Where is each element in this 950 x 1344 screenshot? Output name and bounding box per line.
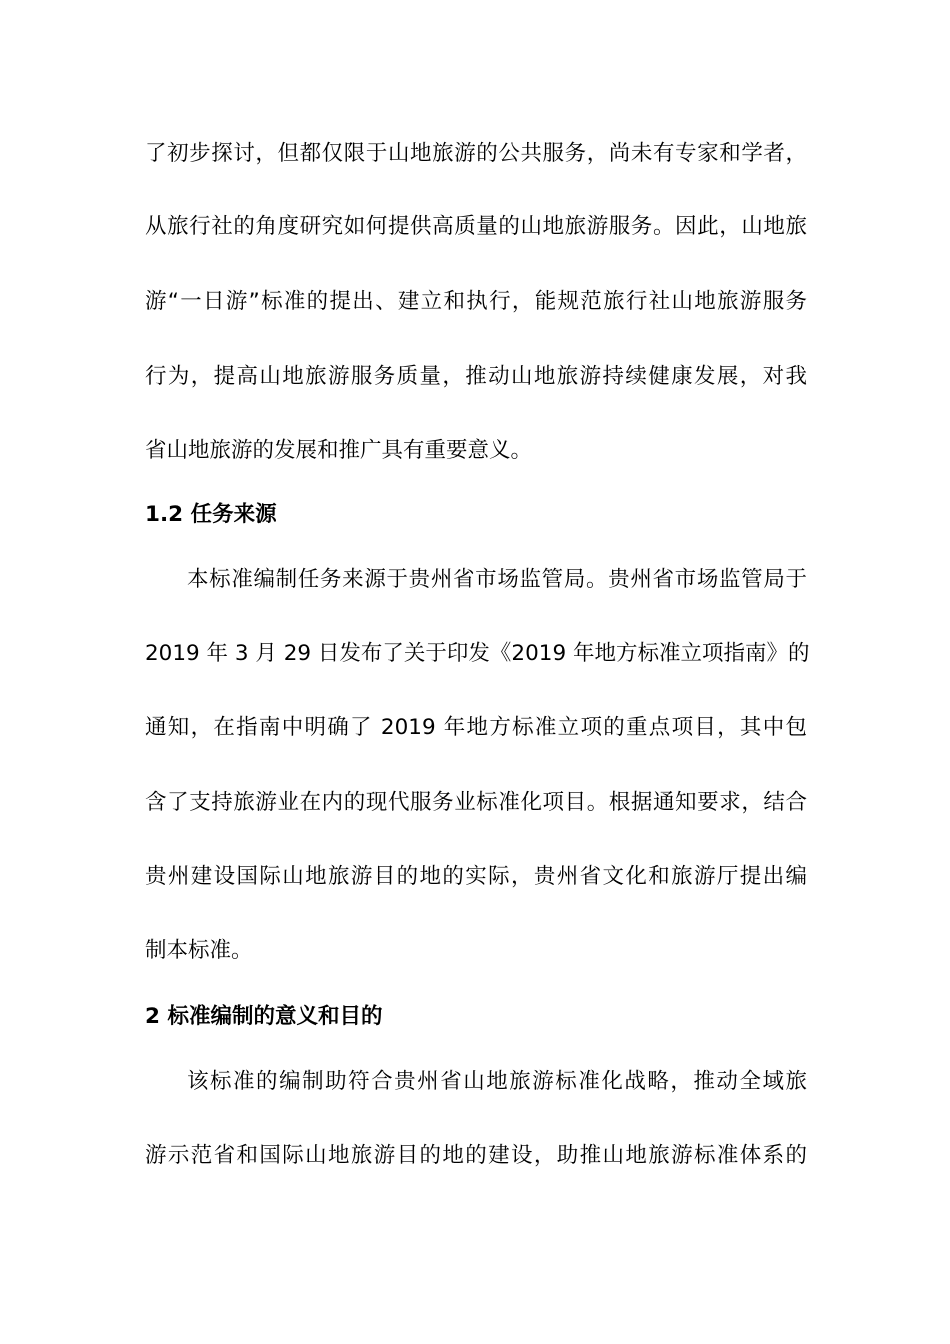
paragraph-line: 省山地旅游的发展和推广具有重要意义。: [145, 438, 533, 463]
paragraph-line: 游“一日游”标准的提出、建立和执行，能规范旅行社山地旅游服务: [145, 289, 807, 314]
paragraph-line: 2019 年 3 月 29 日发布了关于印发《2019 年地方标准立项指南》的: [145, 641, 810, 666]
paragraph-line: 贵州建设国际山地旅游目的地的实际，贵州省文化和旅游厅提出编: [145, 864, 807, 889]
section-heading-2: 2 标准编制的意义和目的: [145, 1004, 383, 1029]
paragraph-line: 游示范省和国际山地旅游目的地的建设，助推山地旅游标准体系的: [145, 1143, 807, 1168]
paragraph-line: 行为，提高山地旅游服务质量，推动山地旅游持续健康发展，对我: [145, 364, 807, 389]
paragraph-line: 制本标准。: [145, 938, 253, 963]
paragraph-line: 该标准的编制助符合贵州省山地旅游标准化战略，推动全域旅: [187, 1069, 807, 1094]
paragraph-line: 了初步探讨，但都仅限于山地旅游的公共服务，尚未有专家和学者，: [145, 141, 807, 166]
paragraph-line: 从旅行社的角度研究如何提供高质量的山地旅游服务。因此，山地旅: [145, 214, 807, 239]
paragraph-line: 本标准编制任务来源于贵州省市场监管局。贵州省市场监管局于: [187, 567, 807, 592]
section-heading-1-2: 1.2 任务来源: [145, 502, 277, 527]
paragraph-line: 通知，在指南中明确了 2019 年地方标准立项的重点项目，其中包: [145, 715, 807, 740]
paragraph-line: 含了支持旅游业在内的现代服务业标准化项目。根据通知要求，结合: [145, 790, 807, 815]
